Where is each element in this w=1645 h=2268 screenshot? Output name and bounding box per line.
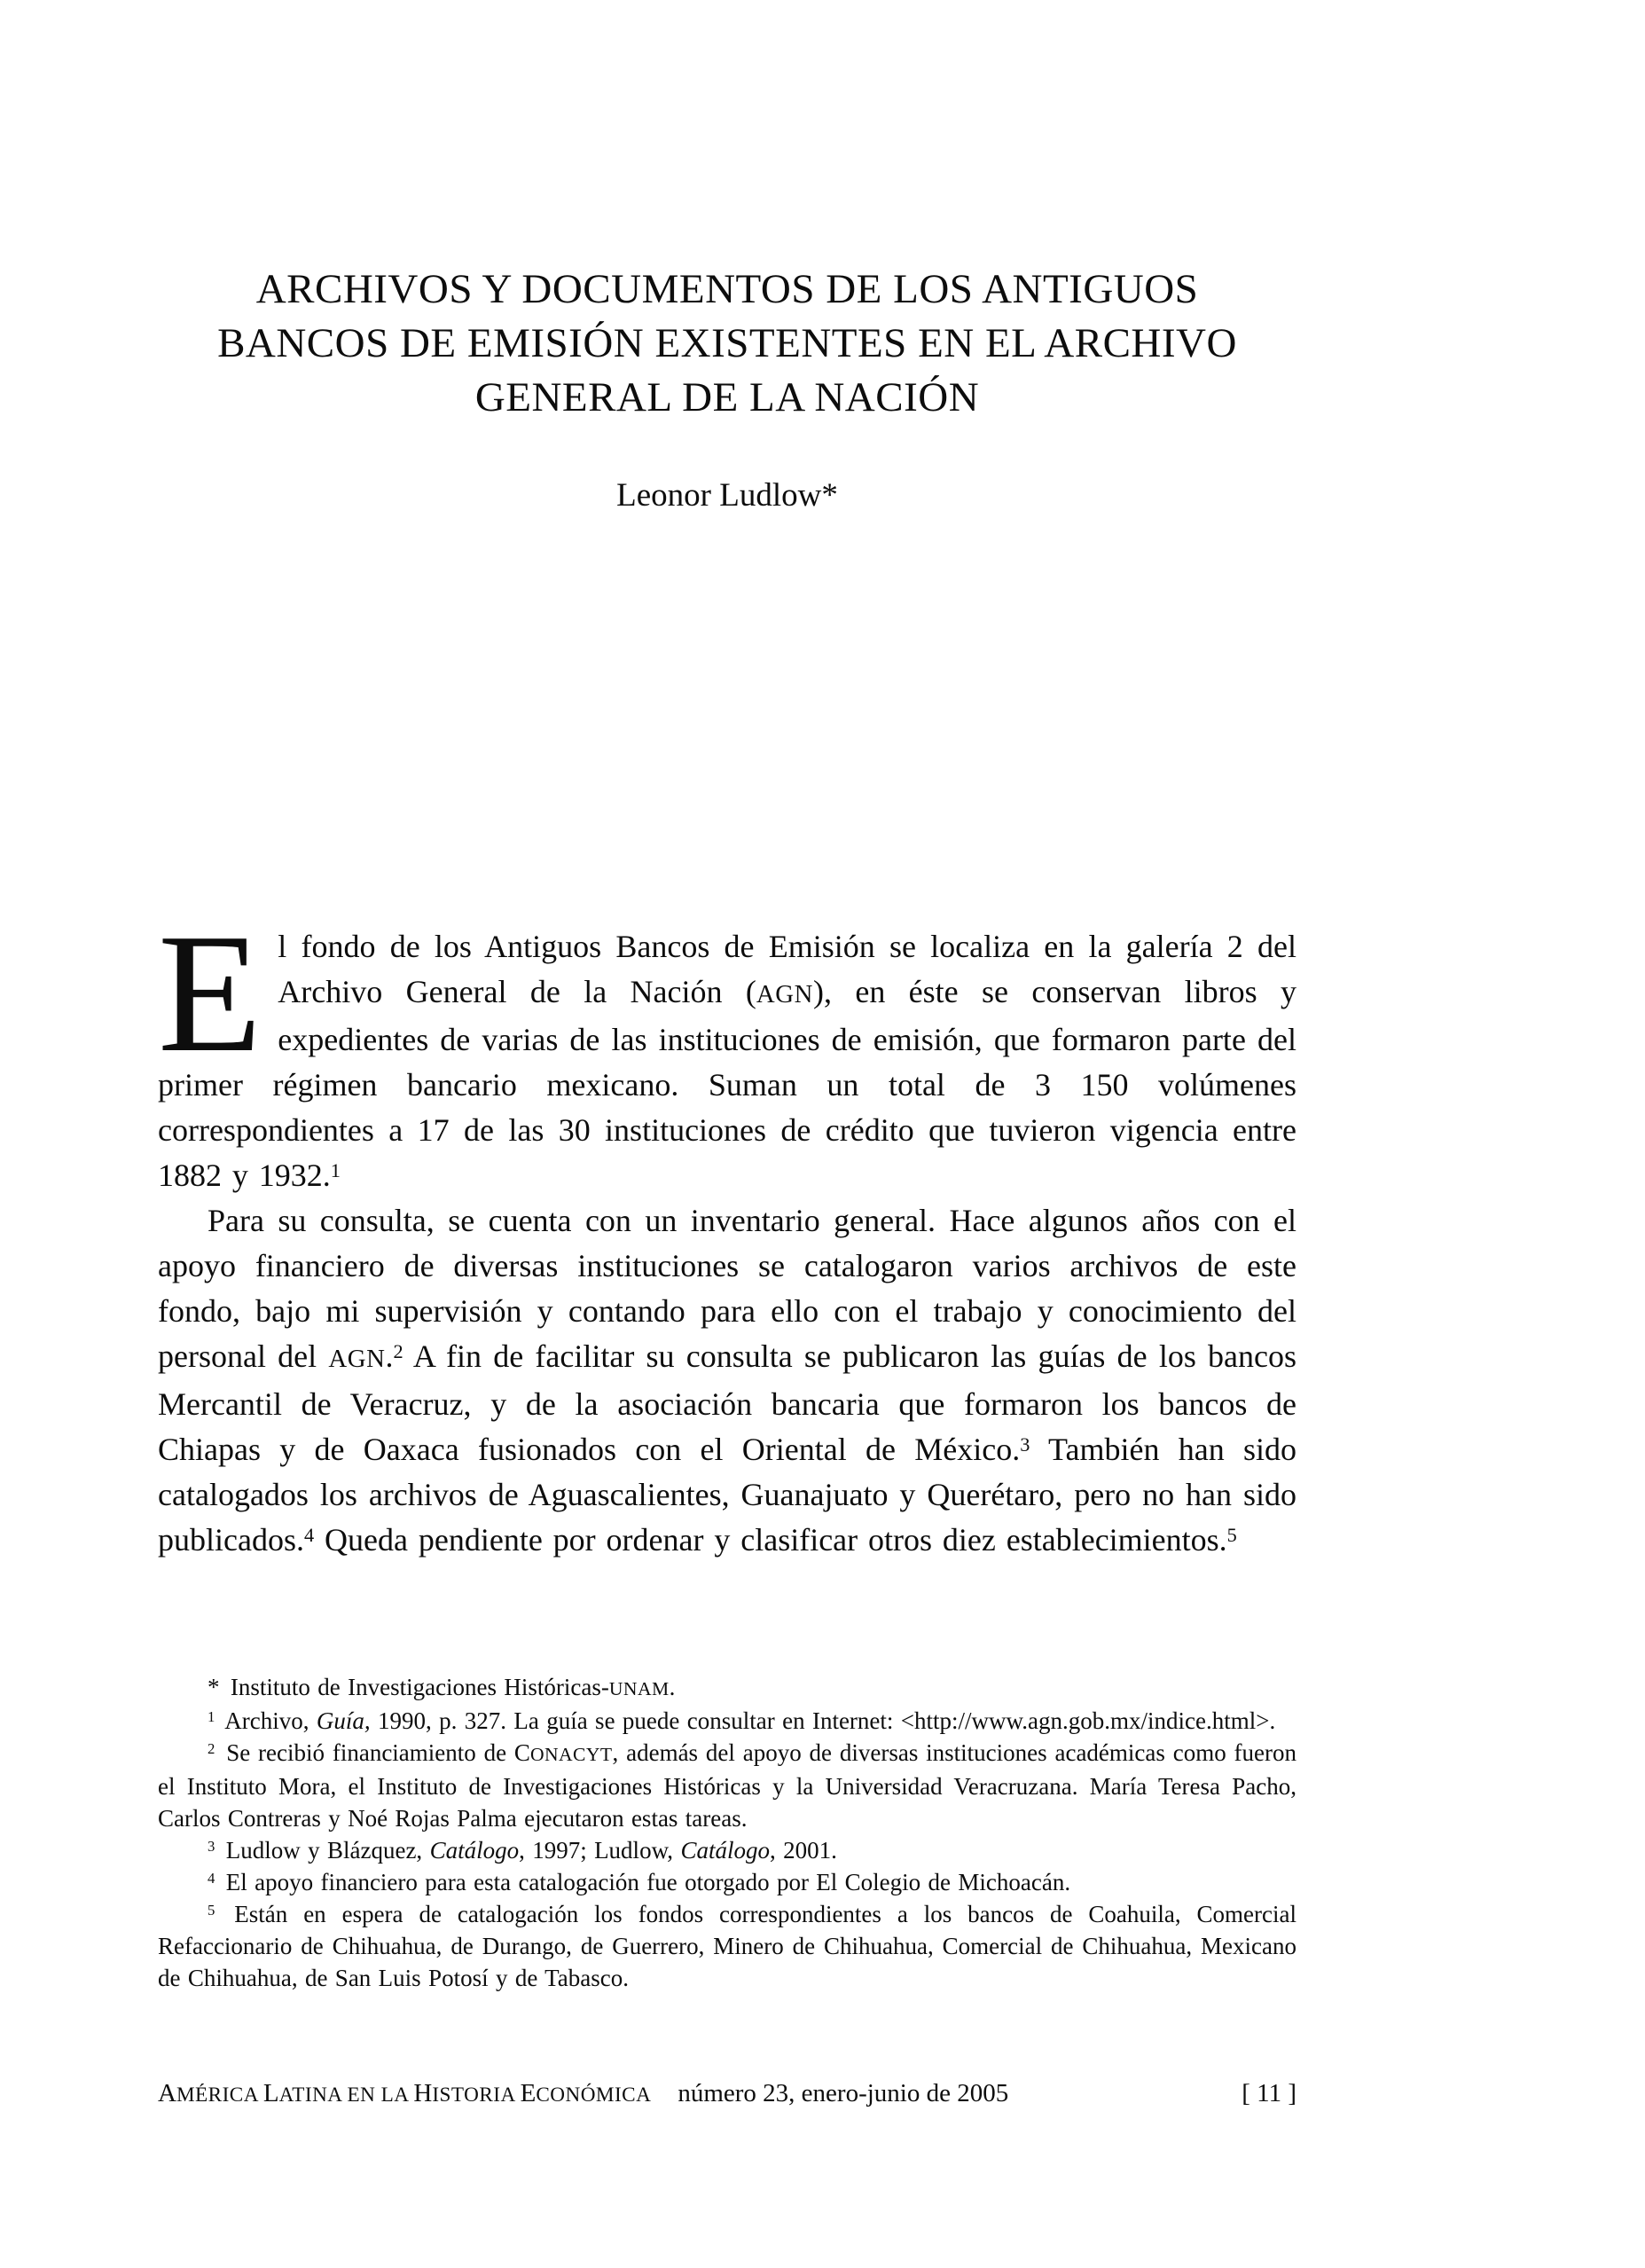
footnotes [158,1671,1296,1994]
text-run: ), en éste se conservan libros y expedientes de varias de las instituciones de emisión, que formaron parte del primer régimen bancario mexicano. Suman un total de 3 150 volúmenes correspondientes a 17 de las 30 instituciones de crédito que tuvieron vigencia entre 1882 y 1932. [158,974,1297,1193]
body-paragraph [158,899,1297,1198]
text-run: Archivo, [224,1707,317,1734]
text-run: , 1997; Ludlow, [519,1837,681,1864]
text-run: 4 [303,1523,315,1546]
text-run: Queda pendiente por ordenar y clasificar otros diez establecimientos. [314,1522,1227,1558]
text-run: Catálogo [429,1837,520,1864]
article-author: Leonor Ludlow* [616,477,838,514]
text-run: E [520,2079,537,2107]
text-run: . [669,1674,676,1700]
text-run: 3 [1020,1432,1030,1456]
article-title-line: BANCOS DE EMISIÓN EXISTENTES EN EL ARCHIVO [217,320,1237,366]
text-run: Guía, [316,1707,371,1734]
footnote [158,1898,1296,1994]
text-run: UNAM [608,1678,670,1699]
journal-line [158,2077,1008,2111]
text-run: ISTORIA [432,2084,521,2107]
text-run: , 2001. [769,1837,837,1864]
text-run: A fin de facilitar su consulta se publicaron las guías de los bancos Mercantil de Veracruz, y de la asociación bancaria que formaron los bancos de Chiapas y de Oaxaca fusionados con el Oriental de México. [158,1338,1296,1467]
body-paragraph [158,1198,1296,1563]
text-run: EN LA [347,2084,414,2107]
text-run: Están en espera de catalogación los fondos correspondientes a los bancos de Coahuila, Comercial Refaccionario de Chihuahua, de Durango, de Guerrero, Minero de Chihuahua, Comercial de Chihuahua, Mexicano de Chihuahua, de San Luis Potosí y de Tabasco. [158,1901,1297,1991]
footnote [158,1834,1296,1866]
text-run: 2 [393,1339,403,1362]
issue-info: número 23, enero-junio de 2005 [678,2079,1009,2107]
footnote [158,1737,1296,1834]
text-run: MÉRICA [176,2084,263,2107]
article-title-line: GENERAL DE LA NACIÓN [474,374,980,420]
footnote-marker: * [208,1674,220,1700]
footnote [158,1671,1296,1705]
text-run: Catálogo [680,1837,770,1864]
page-number: [ 11 ] [1242,2079,1296,2107]
text-run: El apoyo financiero para esta catalogación fue otorgado por El Colegio de Michoacán. [225,1869,1071,1895]
text-run: Ludlow y Blázquez, [225,1837,430,1864]
article-body [158,899,1297,1563]
text-run: A [158,2079,176,2107]
article-header [158,263,1296,425]
footnote-marker: 2 [208,1740,215,1757]
text-run: ATINA [278,2084,348,2107]
text-run: L [262,2079,279,2107]
drop-cap: E [158,899,262,1087]
text-run: Para su consulta, se cuenta con un inventario general. Hace algunos años con el apoyo financiero de diversas instituciones se catalogaron varios archivos de este fondo, bajo mi supervisión y contando para ello con el trabajo y conocimiento del personal del [158,1203,1296,1374]
text-run: 1 [330,1158,341,1181]
text-run: H [413,2079,433,2107]
footnote [158,1705,1296,1737]
footnote-marker: 5 [208,1902,215,1919]
journal-name [158,2079,651,2107]
text-run: AGN [756,980,813,1008]
text-run: 1990, p. 327. La guía se puede consultar en Internet: <http://www.agn.gob.mx/indice.html>. [370,1707,1276,1734]
text-run: También han sido catalogados los archivos de Aguascalientes, Guanajuato y Querétaro, pero no han sido publicados. [158,1432,1297,1558]
text-run: , además del apoyo de diversas instituciones académicas como fueron el Instituto Mora, el Instituto de Investigaciones Históricas y la Universidad Veracruzana. María Teresa Pacho, Carlos Contreras y Noé Rojas Palma ejecutaron estas tareas. [158,1739,1297,1832]
footnote-marker: 1 [208,1708,215,1725]
footnote-marker: 4 [208,1870,215,1887]
text-run: Se recibió financiamiento de C [226,1739,530,1766]
text-run: ONACYT [529,1744,613,1765]
footnote-marker: 3 [208,1838,215,1855]
article-title-line: ARCHIVOS Y DOCUMENTOS DE LOS ANTIGUOS [255,266,1199,312]
text-run: . [385,1338,394,1374]
text-run: 5 [1226,1523,1237,1546]
text-run: l fondo de los Antiguos Bancos de Emisión se localiza en la galería 2 del Archivo General de la Nación ( [278,929,1296,1009]
text-run: AGN [328,1345,386,1373]
article-author-block [158,476,1296,515]
text-run: CONÓMICA [536,2084,652,2107]
text-run: Instituto de Investigaciones Históricas- [230,1674,609,1700]
footnote [158,1866,1296,1898]
page-footer [158,2077,1296,2111]
